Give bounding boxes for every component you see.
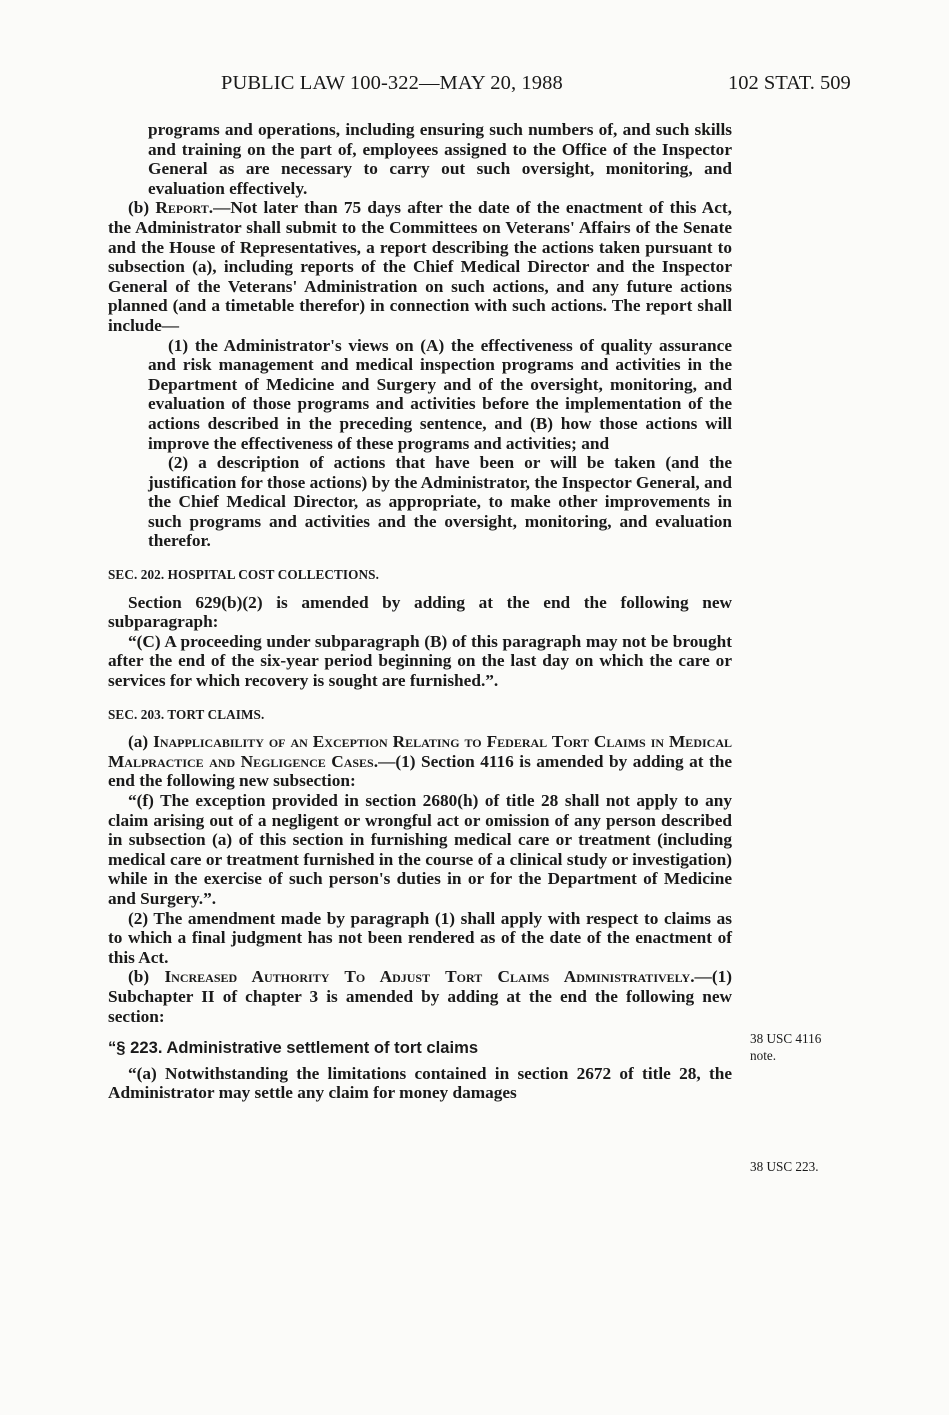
subsection-text: .—Not later than 75 days after the date of the enactment of this Act, the Administrator shall submit to the Committees on Veterans' Affairs of the Senate and the House of Representatives, a report describing the actions taken pursuant to subsection (a), including reports of the Chief Medical Director and the Inspector General of the Veterans' Administration on such actions, and any future actions planned (and a timetable therefor) in connection with such actions. The report shall include— (108, 198, 732, 335)
subsection-text: .—(1) Subchapter II of chapter 3 is amended by adding at the end the following new section: (108, 967, 732, 1026)
section-202-paragraph: Section 629(b)(2) is amended by adding at the end the following new subparagraph: (108, 592, 732, 632)
page-header (0, 72, 949, 100)
subsection-heading: Report (155, 198, 209, 218)
subsection-label: (a) (128, 732, 154, 752)
margin-note-usc-4116: 38 USC 4116 note. (750, 1031, 822, 1063)
subsection-label: (b) (128, 967, 165, 987)
subsection-heading: Increased Authority To Adjust Tort Claims Administratively (164, 967, 691, 987)
list-item-2: (2) a description of actions that have been or will be taken (and the justification for those actions) by the Administrator, the Inspector General, and the Chief Medical Director, as appropriate, to make other improvements in such programs and activities and the oversight, monitoring, and evaluation therefor. (148, 453, 732, 551)
section-202-subparagraph-c: “(C) A proceeding under subparagraph (B) of this paragraph may not be brought after the end of the six-year period beginning on the last day on which the care or services for which recovery is sought are furnished.”. (108, 631, 732, 691)
subsection-heading: Inapplicability of an Exception Relating to Federal Tort Claims in Medical Malpractice and Negligence Cases (108, 732, 732, 771)
running-title: PUBLIC LAW 100-322—MAY 20, 1988 (221, 72, 563, 94)
section-203-subsection-f: “(f) The exception provided in section 2680(h) of title 28 shall not apply to any claim arising out of a negligent or wrongful act or omission of any person described in subsection (a) of this section in furnishing medical care or treatment (including medical care or treatment furnished in the course of a clinical study or investigation) while in the exercise of such person's duties in or for the Department of Medicine and Surgery.”. (108, 791, 732, 908)
section-223-subsection-a: “(a) Notwithstanding the limitations contained in section 2672 of title 28, the Administrator may settle any claim for money damages (108, 1063, 732, 1103)
paragraph-report (108, 198, 732, 335)
subsection-label: (b) (128, 198, 156, 218)
section-203-paragraph-2: (2) The amendment made by paragraph (1) shall apply with respect to claims as to which a final judgment has not been rendered as of the date of the enactment of this Act. (108, 908, 732, 967)
paragraph-oversight-continuation: programs and operations, including ensuring such numbers of, and such skills and training on the part of, employees assigned to the Office of the Inspector General as are necessary to carry out such oversight, monitoring, and evaluation effectively. (148, 120, 732, 198)
margin-note-usc-223: 38 USC 223. (750, 1159, 819, 1174)
section-202-heading: SEC. 202. HOSPITAL COST COLLECTIONS. (108, 567, 379, 583)
section-203-subsection-a (108, 732, 732, 791)
section-223-heading: “§ 223. Administrative settlement of tort claims (108, 1038, 479, 1058)
subsection-text: .—(1) Section 4116 is amended by adding at the end the following new subsection: (108, 751, 732, 791)
section-203-subsection-b (108, 967, 732, 1026)
document-body (108, 120, 732, 1103)
stat-page-number: 102 STAT. 509 (728, 72, 851, 94)
list-item-1: (1) the Administrator's views on (A) the effectiveness of quality assurance and risk management and medical inspection programs and activities in the Department of Medicine and Surgery and of the oversight, monitoring, and evaluation of those programs and activities before the implementation of the actions described in the preceding sentence, and (B) how those actions will improve the effectiveness of these programs and activities; and (148, 335, 732, 453)
section-203-heading: SEC. 203. TORT CLAIMS. (108, 706, 265, 722)
